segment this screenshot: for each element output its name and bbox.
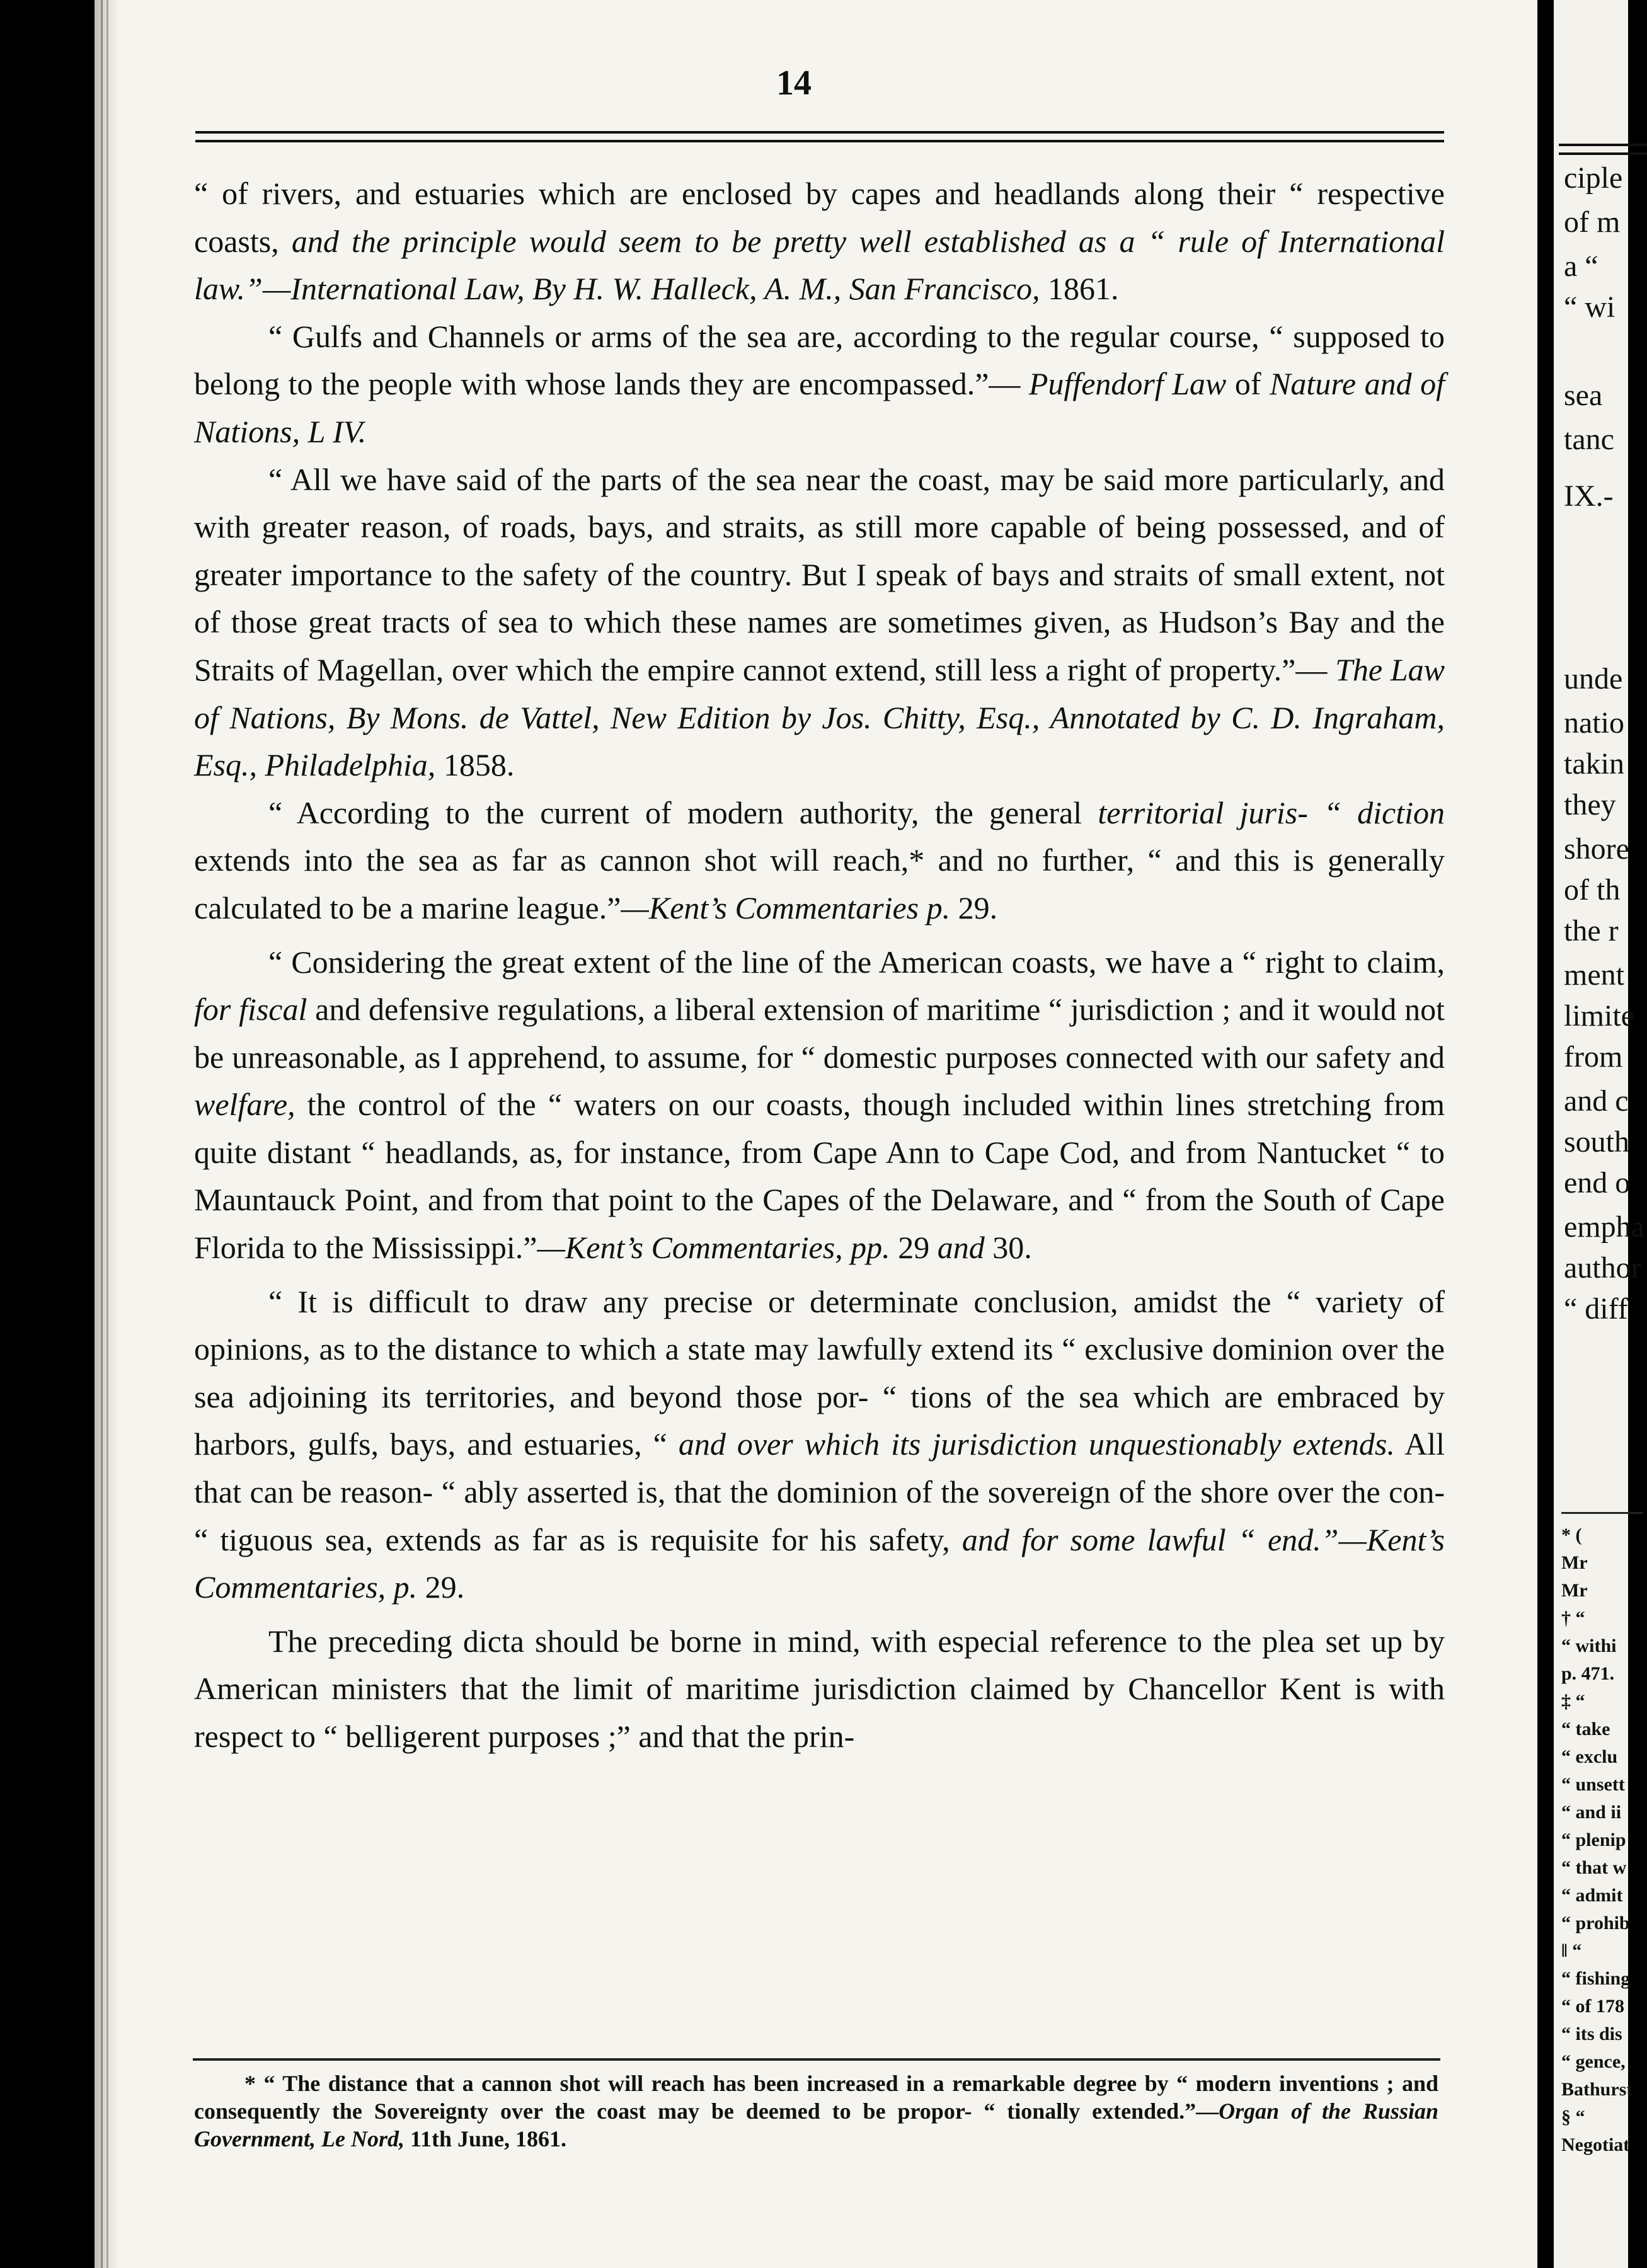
facing-page-footnote-line: ‡ “ [1561, 1691, 1585, 1712]
facing-page-footnote-line: “ withi [1561, 1635, 1617, 1656]
page-number: 14 [776, 64, 812, 103]
italic-run: welfare, [194, 1087, 296, 1123]
paragraph-preceding-dicta: The preceding dicta should be borne in mind, with especial reference to the plea set up by American ministers that the limit of maritime jurisdiction claimed by Chancellor Kent is with respect to “ belligerent purposes ;” and that the prin- [194, 1623, 1445, 1754]
paragraph-vattel-quote: “ All we have said of the parts of the sea near the coast, may be said more particularly, and with greater reason, of roads, bays, and straits, as still more capable of being possessed, and of greater importance to the safety of the country. But I speak of bays and straits of small extent, not of those great tracts of sea to which these names are sometimes given, as Hudson’s Bay and the Straits of Magellan, over which the empire cannot extend, still less a right of property.”— The Law of Nations, By Mons. de Vattel, New Edition by Jos. Chitty, Esq., Annotated by C. D. Ingraham, Esq., Philadelphia, 1858. [194, 461, 1445, 783]
italic-run: and the principle would seem to be pretty well established as a “ rule of International law.”—International Law, By H. W. Halleck, A. M., San Francisco, [194, 223, 1445, 307]
italic-run: —Kent’s Commentaries, pp. [537, 1230, 890, 1266]
italic-run: territorial juris- “ diction [1098, 794, 1445, 830]
paragraph-kent-coasts: “ Considering the great extent of the line of the American coasts, we have a “ right to claim, for fiscal and defensive regulations, a liberal extension of maritime “ jurisdiction ; and it would not be unreasonable, as I apprehend, to assume, for “ domestic purposes connected with our safety and welfare, the control of the “ waters on our coasts, though included within lines stretching from quite distant “ headlands, as, for instance, from Cape Ann to Cape Cod, and from Nantucket “ to Mauntauck Point, and from that point to the Capes of the Delaware, and “ from the South of Cape Florida to the Mississippi.”—Kent’s Commentaries, pp. 29 and 30. [194, 944, 1445, 1266]
italic-run: Organ of the Russian Government, Le Nord, [194, 2099, 1438, 2151]
facing-page-line: of th [1564, 873, 1621, 907]
facing-page-footnote-rule [1561, 1512, 1643, 1514]
footnote-rule [193, 2058, 1440, 2061]
facing-page-footnote-line: “ and ii [1561, 1802, 1622, 1823]
facing-page-line: shore [1564, 832, 1629, 866]
facing-page-line: empha [1564, 1210, 1644, 1244]
facing-page-footnote-line: “ of 178 [1561, 1996, 1624, 2017]
facing-page-line: the r [1564, 914, 1619, 948]
italic-run: and over which its jurisdiction unquestionably extends. [678, 1426, 1395, 1462]
facing-page-line: ciple [1564, 161, 1623, 195]
italic-run: —Kent’s Commentaries p. [621, 890, 951, 925]
facing-page-footnote-line: “ unsett [1561, 1774, 1625, 1795]
facing-page-footnote-line: “ plenip [1561, 1830, 1626, 1850]
facing-page-line: end o [1564, 1166, 1631, 1200]
italic-run: Puffendorf Law [1028, 366, 1227, 402]
facing-page-footnote-line: “ that w [1561, 1857, 1627, 1878]
facing-page-footnote-line: † “ [1561, 1608, 1585, 1629]
italic-run: Nature and of Nations, L IV. [194, 366, 1445, 449]
facing-page-footnote-line: * ( [1561, 1525, 1582, 1545]
facing-page-line: south [1564, 1125, 1630, 1159]
paragraph-halleck-quote: “ of rivers, and estuaries which are enclosed by capes and headlands along their “ respective coasts, and the principle would seem to be pretty well established as a “ rule of International law.”—International Law, By H. W. Halleck, A. M., San Francisco, 1861. [194, 176, 1445, 307]
paragraph-kent-territorial: “ According to the current of modern authority, the general territorial juris- “ diction extends into the sea as far as cannon shot will reach,* and no further, “ and this is generally calculated to be a marine league.”—Kent’s Commentaries p. 29. [194, 794, 1445, 925]
footnote-text: * “ The distance that a cannon shot will reach has been increased in a remarkable degree by “ modern inventions ; and consequently the Sovereignty over the coast may be deemed to be propor- “ tionally extended.”—Organ of the Russian Government, Le Nord, 11th June, 1861. [194, 2071, 1438, 2151]
facing-page-rule [1559, 144, 1647, 155]
facing-page-footnote-line: Mr [1561, 1552, 1588, 1573]
italic-run: for fiscal [194, 992, 307, 1028]
facing-page-line: ment [1564, 958, 1624, 992]
facing-page-footnote-line: Negotiat [1561, 2134, 1630, 2155]
facing-page-footnote-line: “ its dis [1561, 2024, 1622, 2044]
facing-page-footnote-line: “ prohib [1561, 1913, 1630, 1933]
italic-run: and for some lawful “ end.”—Kent’s Commentaries, p. [194, 1521, 1445, 1605]
facing-page-footnote-line: “ exclu [1561, 1746, 1618, 1767]
facing-page-line: from [1564, 1040, 1623, 1074]
paragraph-puffendorf-quote: “ Gulfs and Channels or arms of the sea are, according to the regular course, “ supposed to belong to the people with whose lands they are encompassed.”— Puffendorf Law of Nature and of Nations, L IV. [194, 318, 1445, 449]
facing-page-line: and c [1564, 1084, 1629, 1118]
facing-page-line: they [1564, 788, 1616, 822]
italic-run: and [937, 1230, 985, 1266]
facing-page-footnote-line: Mr [1561, 1580, 1588, 1601]
facing-page-line: “ diff [1564, 1292, 1628, 1326]
facing-page-line: unde [1564, 662, 1623, 696]
italic-run: The Law of Nations, By Mons. de Vattel, New Edition by Jos. Chitty, Esq., Annotated by C. D. Ingraham, Esq., Philadelphia, [194, 651, 1445, 783]
facing-page-footnote-line: p. 471. [1561, 1663, 1615, 1684]
footnote-cannon-shot [194, 2070, 1438, 2153]
facing-page-footnote-line: Bathurst [1561, 2079, 1633, 2100]
facing-page-line: a “ [1564, 249, 1598, 283]
facing-page-fragment [1537, 0, 1644, 2268]
paragraph-kent-dominion: “ It is difficult to draw any precise or determinate conclusion, amidst the “ variety of opinions, as to the distance to which a state may lawfully extend its “ exclusive dominion over the sea adjoining its territories, and beyond those por- “ tions of the sea which are embraced by harbors, gulfs, bays, and estuaries, “ and over which its jurisdiction unquestionably extends. All that can be reason- “ ably asserted is, that the dominion of the sovereign of the shore over the con- “ tiguous sea, extends as far as is requisite for his safety, and for some lawful “ end.”—Kent’s Commentaries, p. 29. [194, 1283, 1445, 1605]
facing-page-footnote-line: “ gence, [1561, 2051, 1626, 2072]
facing-page-line: of m [1564, 205, 1621, 239]
facing-page-line: IX.- [1564, 479, 1614, 513]
body-text [194, 170, 1445, 1761]
facing-page-footnote-line: ‖ “ [1561, 1940, 1582, 1961]
facing-page-line: tanc [1564, 423, 1614, 456]
facing-page-line: natio [1564, 706, 1624, 740]
facing-page-footnote-line: “ fishing [1561, 1968, 1631, 1989]
facing-page-footnote-line: “ admit [1561, 1885, 1623, 1906]
facing-page-line: “ wi [1564, 290, 1615, 324]
facing-page-footnote-line: “ take [1561, 1719, 1610, 1739]
facing-page-line: takin [1564, 747, 1624, 781]
facing-page-line: author [1564, 1251, 1641, 1285]
facing-page-line: sea [1564, 379, 1603, 412]
facing-page-footnote-line: § “ [1561, 2107, 1585, 2128]
gutter-binding-lines [101, 0, 108, 2268]
facing-page-line: limite [1564, 999, 1634, 1033]
header-double-rule [195, 131, 1444, 142]
